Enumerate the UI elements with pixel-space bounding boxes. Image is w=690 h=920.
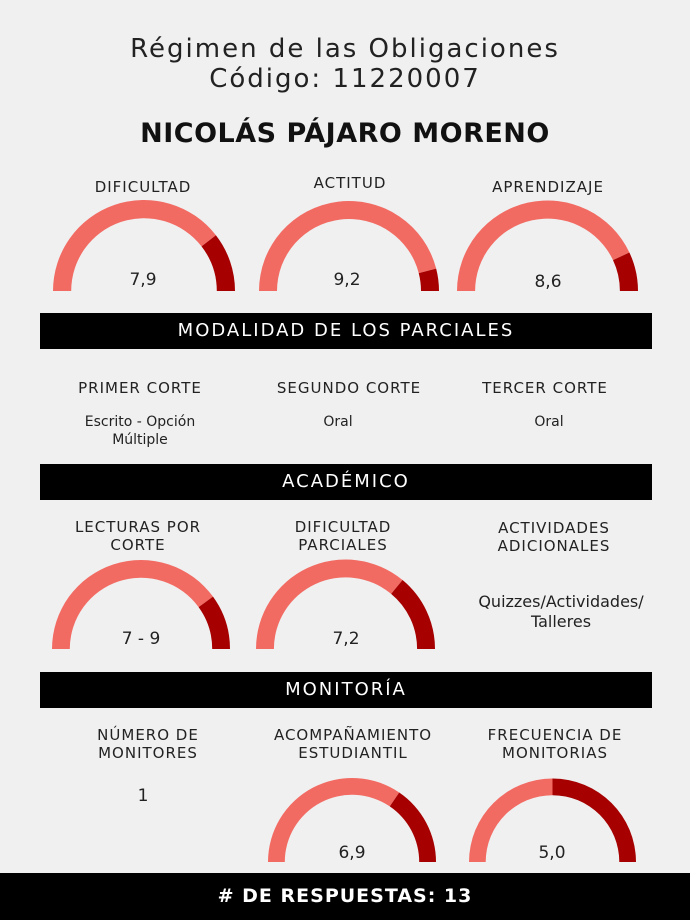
gauge-dificultad-remainder [202,235,235,291]
rating-value-dificultad: 7,9 [129,270,157,290]
gauge-dificultad-parciales-remainder [391,580,435,649]
section-bar-academico: ACADÉMICO [40,464,652,500]
acompanamiento-value: 6,9 [338,843,366,863]
actividades-value: Quizzes/Actividades/ Talleres [478,592,644,631]
section-bar-monitoria: MONITORÍA [40,672,652,708]
rating-value-actitud: 9,2 [333,270,361,290]
dificultad-parciales-value: 7,2 [332,629,360,649]
dificultad-parciales-label: DIFICULTAD PARCIALES [294,518,392,554]
course-code: Código: 11220007 [209,64,481,94]
rating-label-dificultad: DIFICULTAD [94,178,192,196]
section-bar-parciales: MODALIDAD DE LOS PARCIALES [40,313,652,349]
parcial-label-segundo: SEGUNDO CORTE [276,379,422,397]
acompanamiento-label: ACOMPAÑAMIENTO ESTUDIANTIL [273,726,433,762]
frecuencia-value: 5,0 [538,843,566,863]
course-name: Régimen de las Obligaciones [130,34,560,64]
rating-label-aprendizaje: APRENDIZAJE [492,178,604,196]
parcial-value-primer: Escrito - Opción Múltiple [84,414,196,448]
parcial-value-segundo: Oral [323,414,353,430]
actividades-label: ACTIVIDADES ADICIONALES [497,519,611,555]
rating-value-aprendizaje: 8,6 [534,272,562,292]
rating-label-actitud: ACTITUD [313,174,387,192]
lecturas-label: LECTURAS POR CORTE [74,518,202,554]
course-title [0,34,690,94]
parcial-label-primer: PRIMER CORTE [78,379,202,397]
parcial-label-tercer: TERCER CORTE [482,379,608,397]
lecturas-value: 7 - 9 [121,629,161,649]
monitores-value: 1 [137,786,149,806]
frecuencia-label: FRECUENCIA DE MONITORIAS [487,726,623,762]
parcial-value-tercer: Oral [534,414,564,430]
monitores-label: NÚMERO DE MONITORES [97,726,199,762]
responses-footer: # DE RESPUESTAS: 13 [0,873,690,920]
gauge-lecturas-remainder [199,597,230,649]
professor-name: NICOLÁS PÁJARO MORENO [140,118,550,149]
